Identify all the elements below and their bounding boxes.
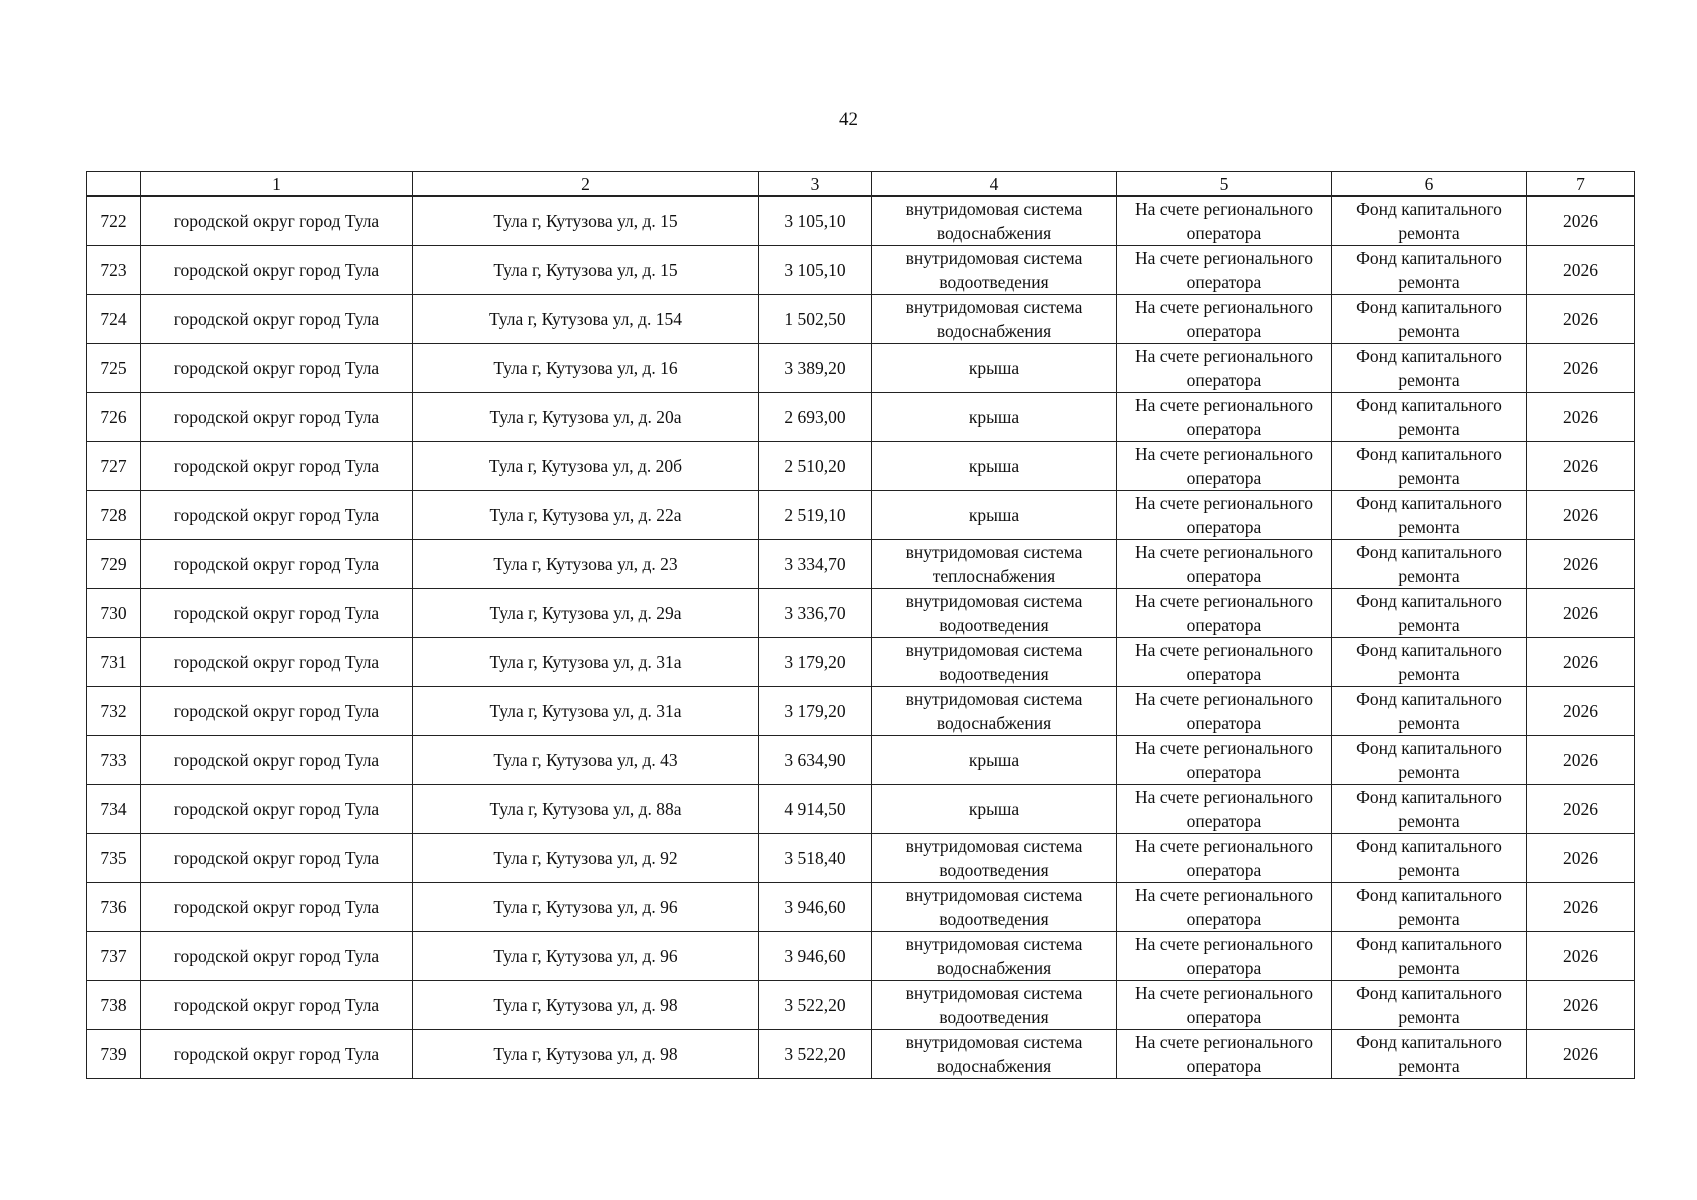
funding-source-cell: Фонд капитального ремонта: [1332, 393, 1527, 442]
repair-element-cell: внутридомовая система водоотведения: [872, 883, 1117, 932]
column-header-3: 3: [759, 172, 872, 197]
year-cell: 2026: [1527, 295, 1635, 344]
fund-account-cell: На счете регионального оператора: [1117, 196, 1332, 246]
funding-source-cell: Фонд капитального ремонта: [1332, 442, 1527, 491]
area-cell: 3 389,20: [759, 344, 872, 393]
area-cell: 1 502,50: [759, 295, 872, 344]
area-cell: 3 105,10: [759, 196, 872, 246]
row-number-cell: 723: [87, 246, 141, 295]
fund-account-cell: На счете регионального оператора: [1117, 491, 1332, 540]
row-number-cell: 730: [87, 589, 141, 638]
address-cell: Тула г, Кутузова ул, д. 31а: [413, 638, 759, 687]
repair-element-cell: крыша: [872, 785, 1117, 834]
funding-source-cell: Фонд капитального ремонта: [1332, 491, 1527, 540]
repair-element-cell: крыша: [872, 736, 1117, 785]
municipality-cell: городской округ город Тула: [141, 540, 413, 589]
municipality-cell: городской округ город Тула: [141, 687, 413, 736]
table-row: [87, 344, 1635, 393]
table-row: [87, 883, 1635, 932]
funding-source-cell: Фонд капитального ремонта: [1332, 540, 1527, 589]
municipality-cell: городской округ город Тула: [141, 442, 413, 491]
repair-element-cell: внутридомовая система водоснабжения: [872, 932, 1117, 981]
fund-account-cell: На счете регионального оператора: [1117, 785, 1332, 834]
repair-element-cell: крыша: [872, 491, 1117, 540]
municipality-cell: городской округ город Тула: [141, 981, 413, 1030]
table-row: [87, 736, 1635, 785]
funding-source-cell: Фонд капитального ремонта: [1332, 932, 1527, 981]
municipality-cell: городской округ город Тула: [141, 785, 413, 834]
repair-element-cell: крыша: [872, 344, 1117, 393]
area-cell: 3 518,40: [759, 834, 872, 883]
fund-account-cell: На счете регионального оператора: [1117, 246, 1332, 295]
funding-source-cell: Фонд капитального ремонта: [1332, 638, 1527, 687]
table-row: [87, 687, 1635, 736]
row-number-cell: 734: [87, 785, 141, 834]
address-cell: Тула г, Кутузова ул, д. 15: [413, 196, 759, 246]
table-row: [87, 981, 1635, 1030]
area-cell: 3 336,70: [759, 589, 872, 638]
year-cell: 2026: [1527, 589, 1635, 638]
row-number-cell: 737: [87, 932, 141, 981]
municipality-cell: городской округ город Тула: [141, 638, 413, 687]
municipality-cell: городской округ город Тула: [141, 393, 413, 442]
fund-account-cell: На счете регионального оператора: [1117, 883, 1332, 932]
fund-account-cell: На счете регионального оператора: [1117, 442, 1332, 491]
table-row: [87, 589, 1635, 638]
year-cell: 2026: [1527, 491, 1635, 540]
row-number-cell: 739: [87, 1030, 141, 1079]
row-number-cell: 727: [87, 442, 141, 491]
repair-element-cell: внутридомовая система водоотведения: [872, 981, 1117, 1030]
address-cell: Тула г, Кутузова ул, д. 29а: [413, 589, 759, 638]
year-cell: 2026: [1527, 540, 1635, 589]
year-cell: 2026: [1527, 736, 1635, 785]
address-cell: Тула г, Кутузова ул, д. 16: [413, 344, 759, 393]
fund-account-cell: На счете регионального оператора: [1117, 981, 1332, 1030]
year-cell: 2026: [1527, 834, 1635, 883]
municipality-cell: городской округ город Тула: [141, 246, 413, 295]
row-number-cell: 725: [87, 344, 141, 393]
address-cell: Тула г, Кутузова ул, д. 20а: [413, 393, 759, 442]
table-row: [87, 196, 1635, 246]
area-cell: 3 105,10: [759, 246, 872, 295]
row-number-cell: 729: [87, 540, 141, 589]
area-cell: 4 914,50: [759, 785, 872, 834]
table-row: [87, 442, 1635, 491]
address-cell: Тула г, Кутузова ул, д. 43: [413, 736, 759, 785]
address-cell: Тула г, Кутузова ул, д. 96: [413, 883, 759, 932]
table-row: [87, 785, 1635, 834]
year-cell: 2026: [1527, 932, 1635, 981]
table-row: [87, 638, 1635, 687]
address-cell: Тула г, Кутузова ул, д. 31а: [413, 687, 759, 736]
funding-source-cell: Фонд капитального ремонта: [1332, 785, 1527, 834]
repair-element-cell: внутридомовая система водоснабжения: [872, 196, 1117, 246]
table-row: [87, 834, 1635, 883]
address-cell: Тула г, Кутузова ул, д. 20б: [413, 442, 759, 491]
funding-source-cell: Фонд капитального ремонта: [1332, 589, 1527, 638]
repair-element-cell: внутридомовая система водоотведения: [872, 246, 1117, 295]
column-header-1: 1: [141, 172, 413, 197]
area-cell: 3 522,20: [759, 981, 872, 1030]
table-row: [87, 1030, 1635, 1079]
municipality-cell: городской округ город Тула: [141, 196, 413, 246]
row-number-cell: 733: [87, 736, 141, 785]
row-number-cell: 738: [87, 981, 141, 1030]
area-cell: 3 334,70: [759, 540, 872, 589]
funding-source-cell: Фонд капитального ремонта: [1332, 981, 1527, 1030]
repair-element-cell: внутридомовая система водоотведения: [872, 589, 1117, 638]
table-row: [87, 393, 1635, 442]
row-number-cell: 731: [87, 638, 141, 687]
repair-element-cell: крыша: [872, 393, 1117, 442]
fund-account-cell: На счете регионального оператора: [1117, 540, 1332, 589]
address-cell: Тула г, Кутузова ул, д. 98: [413, 981, 759, 1030]
row-number-cell: 726: [87, 393, 141, 442]
area-cell: 3 634,90: [759, 736, 872, 785]
address-cell: Тула г, Кутузова ул, д. 92: [413, 834, 759, 883]
fund-account-cell: На счете регионального оператора: [1117, 736, 1332, 785]
row-number-cell: 736: [87, 883, 141, 932]
repair-element-cell: внутридомовая система водоснабжения: [872, 1030, 1117, 1079]
column-header-index: [87, 172, 141, 197]
year-cell: 2026: [1527, 344, 1635, 393]
funding-source-cell: Фонд капитального ремонта: [1332, 1030, 1527, 1079]
address-cell: Тула г, Кутузова ул, д. 154: [413, 295, 759, 344]
table-row: [87, 932, 1635, 981]
year-cell: 2026: [1527, 196, 1635, 246]
area-cell: 3 179,20: [759, 687, 872, 736]
area-cell: 3 179,20: [759, 638, 872, 687]
address-cell: Тула г, Кутузова ул, д. 98: [413, 1030, 759, 1079]
row-number-cell: 735: [87, 834, 141, 883]
repair-element-cell: внутридомовая система водоснабжения: [872, 295, 1117, 344]
fund-account-cell: На счете регионального оператора: [1117, 1030, 1332, 1079]
capital-repair-table: [86, 171, 1635, 1079]
column-header-5: 5: [1117, 172, 1332, 197]
repair-element-cell: внутридомовая система теплоснабжения: [872, 540, 1117, 589]
address-cell: Тула г, Кутузова ул, д. 22а: [413, 491, 759, 540]
address-cell: Тула г, Кутузова ул, д. 96: [413, 932, 759, 981]
fund-account-cell: На счете регионального оператора: [1117, 638, 1332, 687]
repair-element-cell: крыша: [872, 442, 1117, 491]
fund-account-cell: На счете регионального оператора: [1117, 834, 1332, 883]
municipality-cell: городской округ город Тула: [141, 1030, 413, 1079]
area-cell: 3 946,60: [759, 883, 872, 932]
funding-source-cell: Фонд капитального ремонта: [1332, 344, 1527, 393]
year-cell: 2026: [1527, 687, 1635, 736]
year-cell: 2026: [1527, 1030, 1635, 1079]
fund-account-cell: На счете регионального оператора: [1117, 589, 1332, 638]
repair-element-cell: внутридомовая система водоснабжения: [872, 687, 1117, 736]
funding-source-cell: Фонд капитального ремонта: [1332, 883, 1527, 932]
row-number-cell: 724: [87, 295, 141, 344]
repair-element-cell: внутридомовая система водоотведения: [872, 834, 1117, 883]
funding-source-cell: Фонд капитального ремонта: [1332, 687, 1527, 736]
year-cell: 2026: [1527, 785, 1635, 834]
year-cell: 2026: [1527, 638, 1635, 687]
municipality-cell: городской округ город Тула: [141, 834, 413, 883]
address-cell: Тула г, Кутузова ул, д. 23: [413, 540, 759, 589]
municipality-cell: городской округ город Тула: [141, 932, 413, 981]
page-number: 42: [839, 109, 858, 130]
year-cell: 2026: [1527, 981, 1635, 1030]
area-cell: 3 946,60: [759, 932, 872, 981]
address-cell: Тула г, Кутузова ул, д. 88а: [413, 785, 759, 834]
municipality-cell: городской округ город Тула: [141, 344, 413, 393]
address-cell: Тула г, Кутузова ул, д. 15: [413, 246, 759, 295]
year-cell: 2026: [1527, 246, 1635, 295]
fund-account-cell: На счете регионального оператора: [1117, 932, 1332, 981]
funding-source-cell: Фонд капитального ремонта: [1332, 295, 1527, 344]
column-header-7: 7: [1527, 172, 1635, 197]
repair-element-cell: внутридомовая система водоотведения: [872, 638, 1117, 687]
municipality-cell: городской округ город Тула: [141, 883, 413, 932]
municipality-cell: городской округ город Тула: [141, 736, 413, 785]
fund-account-cell: На счете регионального оператора: [1117, 687, 1332, 736]
area-cell: 2 510,20: [759, 442, 872, 491]
table-body: [87, 172, 1635, 1079]
municipality-cell: городской округ город Тула: [141, 491, 413, 540]
column-header-2: 2: [413, 172, 759, 197]
funding-source-cell: Фонд капитального ремонта: [1332, 834, 1527, 883]
table-row: [87, 540, 1635, 589]
row-number-cell: 722: [87, 196, 141, 246]
column-header-6: 6: [1332, 172, 1527, 197]
funding-source-cell: Фонд капитального ремонта: [1332, 196, 1527, 246]
fund-account-cell: На счете регионального оператора: [1117, 344, 1332, 393]
year-cell: 2026: [1527, 393, 1635, 442]
area-cell: 2 693,00: [759, 393, 872, 442]
funding-source-cell: Фонд капитального ремонта: [1332, 736, 1527, 785]
row-number-cell: 728: [87, 491, 141, 540]
year-cell: 2026: [1527, 883, 1635, 932]
table-row: [87, 491, 1635, 540]
funding-source-cell: Фонд капитального ремонта: [1332, 246, 1527, 295]
table-row: [87, 246, 1635, 295]
column-header-4: 4: [872, 172, 1117, 197]
year-cell: 2026: [1527, 442, 1635, 491]
fund-account-cell: На счете регионального оператора: [1117, 393, 1332, 442]
fund-account-cell: На счете регионального оператора: [1117, 295, 1332, 344]
municipality-cell: городской округ город Тула: [141, 589, 413, 638]
row-number-cell: 732: [87, 687, 141, 736]
table-row: [87, 295, 1635, 344]
area-cell: 3 522,20: [759, 1030, 872, 1079]
municipality-cell: городской округ город Тула: [141, 295, 413, 344]
area-cell: 2 519,10: [759, 491, 872, 540]
column-number-row: [87, 172, 1635, 197]
